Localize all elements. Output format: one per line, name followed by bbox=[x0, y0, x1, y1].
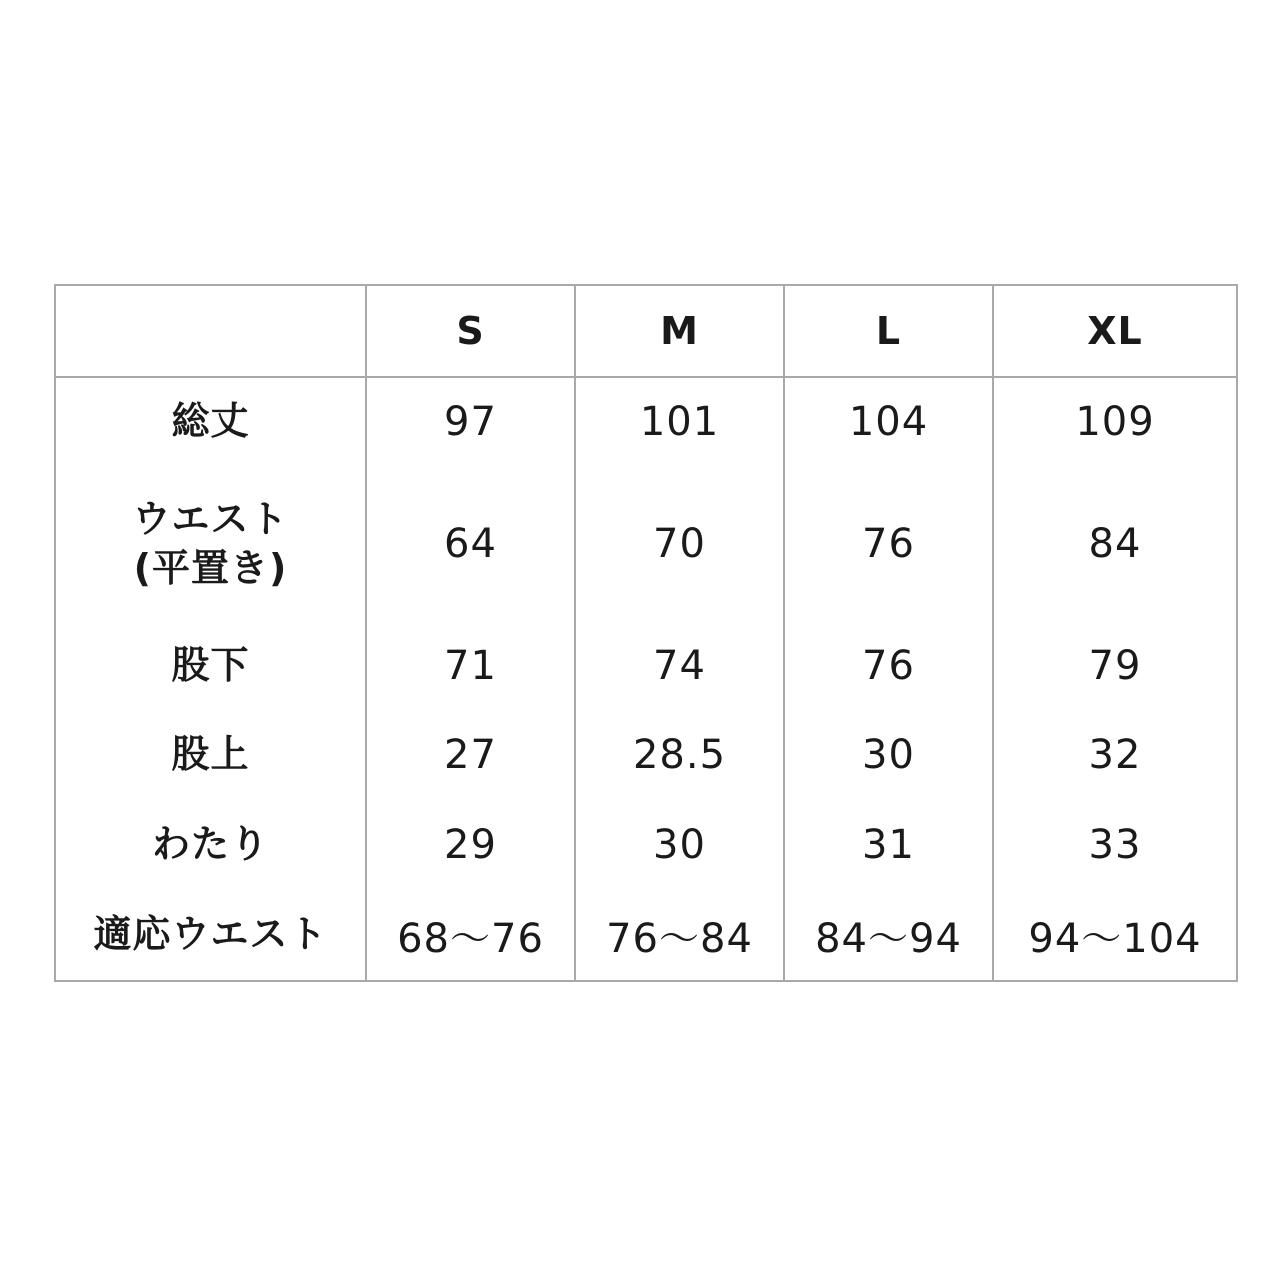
row-label bbox=[55, 890, 366, 981]
value-cell: 71 bbox=[366, 622, 575, 710]
value-cell: 84 bbox=[993, 466, 1237, 622]
size-header-xl: XL bbox=[993, 285, 1237, 377]
value-cell: 97 bbox=[366, 377, 575, 466]
value-cell: 94〜104 bbox=[993, 890, 1237, 981]
row-label bbox=[55, 377, 366, 466]
size-header-s: S bbox=[366, 285, 575, 377]
value-cell: 68〜76 bbox=[366, 890, 575, 981]
value-cell: 30 bbox=[784, 710, 993, 800]
row-label bbox=[55, 800, 366, 890]
value-cell: 28.5 bbox=[575, 710, 784, 800]
value-cell: 74 bbox=[575, 622, 784, 710]
row-label-line: (平置き) bbox=[133, 546, 288, 590]
value-cell: 79 bbox=[993, 622, 1237, 710]
value-cell: 109 bbox=[993, 377, 1237, 466]
size-header-m: M bbox=[575, 285, 784, 377]
value-cell: 70 bbox=[575, 466, 784, 622]
row-label-line: 股上 bbox=[171, 732, 250, 777]
row-label-line: ウエスト bbox=[132, 496, 289, 541]
value-cell: 32 bbox=[993, 710, 1237, 800]
row-label bbox=[55, 466, 366, 622]
value-cell: 64 bbox=[366, 466, 575, 622]
value-cell: 29 bbox=[366, 800, 575, 890]
table-row-fit-waist bbox=[55, 890, 1237, 981]
value-cell: 76〜84 bbox=[575, 890, 784, 981]
row-label bbox=[55, 710, 366, 800]
value-cell: 76 bbox=[784, 466, 993, 622]
table-row-rise bbox=[55, 710, 1237, 800]
value-cell: 30 bbox=[575, 800, 784, 890]
value-cell: 76 bbox=[784, 622, 993, 710]
row-label-line: 総丈 bbox=[171, 399, 250, 444]
value-cell: 101 bbox=[575, 377, 784, 466]
table-row-inseam bbox=[55, 622, 1237, 710]
size-header-l: L bbox=[784, 285, 993, 377]
value-cell: 104 bbox=[784, 377, 993, 466]
size-header-row bbox=[55, 285, 1237, 377]
size-chart-table bbox=[54, 284, 1238, 982]
value-cell: 84〜94 bbox=[784, 890, 993, 981]
row-label-line: 股下 bbox=[171, 643, 250, 688]
value-cell: 31 bbox=[784, 800, 993, 890]
table-row-thigh bbox=[55, 800, 1237, 890]
value-cell: 27 bbox=[366, 710, 575, 800]
row-label bbox=[55, 622, 366, 710]
table-row-total-length bbox=[55, 377, 1237, 466]
corner-cell bbox=[55, 285, 366, 377]
row-label-line: 適応ウエスト bbox=[93, 912, 328, 957]
row-label-line: わたり bbox=[151, 822, 269, 867]
value-cell: 33 bbox=[993, 800, 1237, 890]
table-row-waist-flat bbox=[55, 466, 1237, 622]
